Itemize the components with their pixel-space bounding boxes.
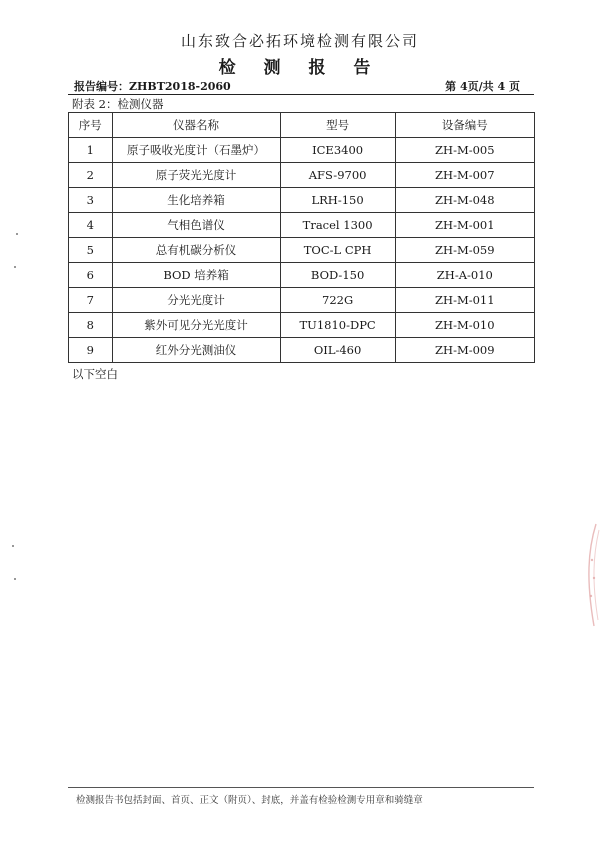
cell-instrument-name: 分光光度计	[112, 288, 280, 313]
cell-model: LRH-150	[280, 188, 395, 213]
column-header-model: 型号	[280, 113, 395, 138]
cell-index: 1	[69, 138, 113, 163]
cell-model: BOD-150	[280, 263, 395, 288]
cell-instrument-name: 总有机碳分析仪	[112, 238, 280, 263]
table-row	[69, 288, 535, 313]
cell-instrument-name: 红外分光测油仪	[112, 338, 280, 363]
cell-index: 7	[69, 288, 113, 313]
cell-index: 6	[69, 263, 113, 288]
header-rule	[68, 94, 534, 95]
cell-index: 9	[69, 338, 113, 363]
cell-model: TU1810-DPC	[280, 313, 395, 338]
report-title: 检 测 报 告	[218, 58, 382, 78]
cell-equipment-code: ZH-M-011	[395, 288, 534, 313]
column-header-equipment-code: 设备编号	[395, 113, 534, 138]
cell-model: TOC-L CPH	[280, 238, 395, 263]
table-row	[69, 313, 535, 338]
table-row	[69, 188, 535, 213]
table-row	[69, 213, 535, 238]
cell-index: 3	[69, 188, 113, 213]
seal-stamp-fragment	[572, 520, 600, 630]
cell-equipment-code: ZH-M-001	[395, 213, 534, 238]
equipment-table	[68, 112, 535, 363]
cell-instrument-name: 生化培养箱	[112, 188, 280, 213]
table-row	[69, 338, 535, 363]
cell-equipment-code: ZH-M-007	[395, 163, 534, 188]
cell-index: 2	[69, 163, 113, 188]
table-row	[69, 138, 535, 163]
cell-model: Tracel 1300	[280, 213, 395, 238]
cell-instrument-name: 原子吸收光度计（石墨炉）	[112, 138, 280, 163]
table-row	[69, 238, 535, 263]
cell-equipment-code: ZH-M-009	[395, 338, 534, 363]
cell-instrument-name: 紫外可见分光光度计	[112, 313, 280, 338]
table-body	[69, 138, 535, 363]
cell-index: 5	[69, 238, 113, 263]
table-header	[69, 113, 535, 138]
cell-instrument-name: BOD 培养箱	[112, 263, 280, 288]
cell-index: 8	[69, 313, 113, 338]
appendix-title: 附表 2：检测仪器	[72, 97, 164, 111]
cell-equipment-code: ZH-M-048	[395, 188, 534, 213]
cell-instrument-name: 原子荧光光度计	[112, 163, 280, 188]
table-row	[69, 263, 535, 288]
page-number: 第 4页/共 4 页	[445, 80, 520, 93]
cell-model: 722G	[280, 288, 395, 313]
cell-equipment-code: ZH-M-010	[395, 313, 534, 338]
cell-equipment-code: ZH-M-005	[395, 138, 534, 163]
scan-speck	[12, 545, 14, 547]
cell-model: ICE3400	[280, 138, 395, 163]
cell-model: OIL-460	[280, 338, 395, 363]
footer-note: 检测报告书包括封面、首页、正文（附页）、封底，并盖有检验检测专用章和骑缝章	[76, 795, 423, 806]
table-header-row	[69, 113, 535, 138]
column-header-index: 序号	[69, 113, 113, 138]
cell-model: AFS-9700	[280, 163, 395, 188]
footer-rule	[68, 787, 534, 788]
scan-speck	[14, 578, 16, 580]
cell-index: 4	[69, 213, 113, 238]
table-row	[69, 163, 535, 188]
scan-speck	[16, 233, 18, 235]
cell-equipment-code: ZH-A-010	[395, 263, 534, 288]
cell-instrument-name: 气相色谱仪	[112, 213, 280, 238]
cell-equipment-code: ZH-M-059	[395, 238, 534, 263]
company-name: 山东致合必拓环境检测有限公司	[180, 32, 419, 50]
blank-below-note: 以下空白	[72, 367, 118, 381]
scan-speck	[14, 266, 16, 268]
column-header-instrument-name: 仪器名称	[112, 113, 280, 138]
report-number: 报告编号：ZHBT2018-2060	[74, 80, 231, 93]
